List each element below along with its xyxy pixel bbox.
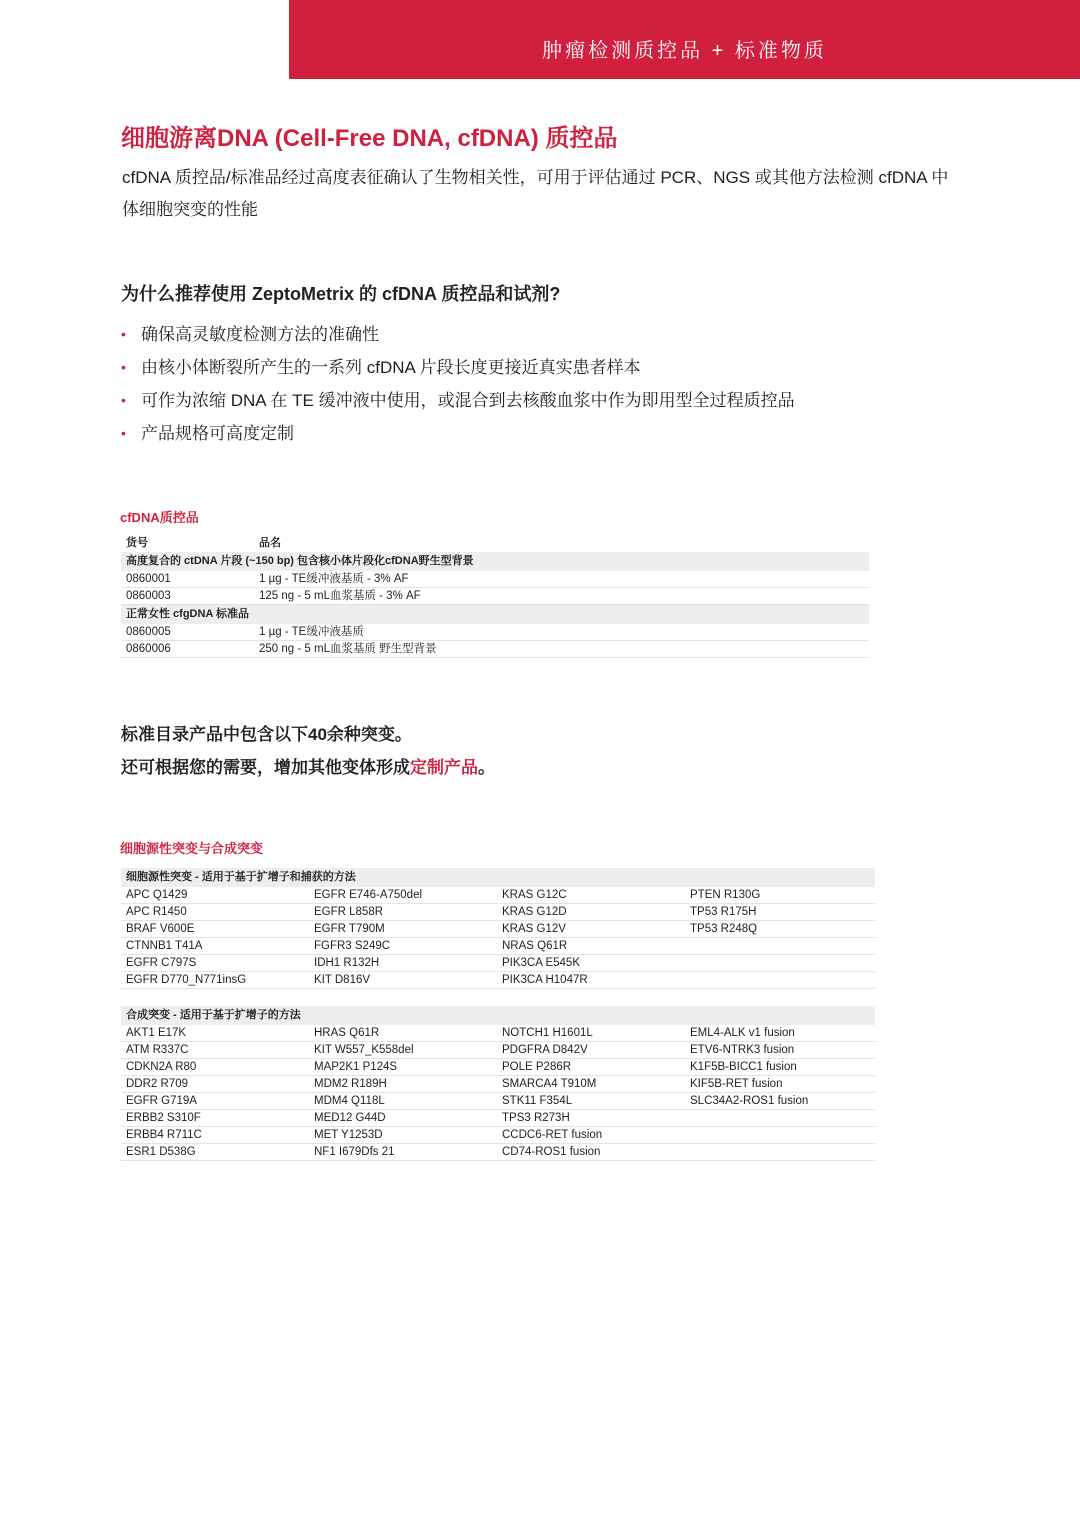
table-cell: KIT W557_K558del — [314, 1044, 414, 1056]
table-cell: MAP2K1 P124S — [314, 1061, 398, 1073]
table-cell: FGFR3 S249C — [314, 940, 391, 952]
cfdna-table-label: cfDNA质控品 — [120, 510, 199, 525]
table-row: 0860005 1 µg - TE缓冲液基质 — [121, 624, 869, 641]
table-cell: KRAS G12V — [502, 923, 566, 935]
table-cell: KIT D816V — [314, 974, 371, 986]
table-cell: NF1 I679Dfs 21 — [314, 1146, 395, 1158]
bullet-icon: • — [121, 326, 126, 342]
table-cell: EGFR T790M — [314, 923, 385, 935]
table-group-header: 细胞源性突变 - 适用于基于扩增子和捕获的方法 — [121, 868, 875, 887]
table-cell: KRAS G12D — [502, 906, 567, 918]
table-cell — [685, 938, 873, 954]
table-cell: STK11 F354L — [502, 1095, 573, 1107]
table-cell: PTEN R130G — [690, 889, 761, 901]
table-cell: MET Y1253D — [314, 1129, 383, 1141]
why-heading: 为什么推荐使用 ZeptoMetrix 的 cfDNA 质控品和试剂? — [121, 284, 561, 304]
table-cell: MDM2 R189H — [314, 1078, 387, 1090]
table-cell: EGFR E746-A750del — [314, 889, 423, 901]
table-row — [121, 921, 875, 938]
table-cell: ESR1 D538G — [126, 1146, 196, 1158]
table-cell: MED12 G44D — [314, 1112, 386, 1124]
table-cell: APC R1450 — [126, 906, 187, 918]
table-cell: K1F5B-BICC1 fusion — [690, 1061, 797, 1073]
table-row — [121, 1076, 875, 1093]
table-cell: EGFR G719A — [126, 1095, 197, 1107]
table-cell — [685, 972, 873, 988]
table-cell: EGFR D770_N771insG — [126, 974, 247, 986]
bullet-icon: • — [121, 392, 126, 408]
table-cell: SLC34A2-ROS1 fusion — [690, 1095, 809, 1107]
table-cell: PDGFRA D842V — [502, 1044, 588, 1056]
table-cell — [685, 955, 873, 971]
list-item: • 可作为浓缩 DNA 在 TE 缓冲液中使用，或混合到去核酸血浆中作为即用型全过程质控品 — [121, 384, 795, 417]
table-row — [121, 972, 875, 989]
table-cell — [685, 1110, 873, 1126]
table-cell: TP53 R248Q — [690, 923, 758, 935]
table-header-row — [121, 535, 869, 552]
table-cell: CTNNB1 T41A — [126, 940, 203, 952]
table-cell: ATM R337C — [126, 1044, 189, 1056]
table-row — [121, 1127, 875, 1144]
table-row — [121, 1110, 875, 1127]
table-cell: APC Q1429 — [126, 889, 188, 901]
table-group-header: 正常女性 cfgDNA 标准品 — [121, 605, 869, 624]
custom-product-highlight: 定制产品 — [410, 758, 478, 777]
table-row — [121, 1093, 875, 1110]
table-cell: EML4-ALK v1 fusion — [690, 1027, 795, 1039]
table-row — [121, 1042, 875, 1059]
table-cell: IDH1 R132H — [314, 957, 380, 969]
table-group-header: 高度复合的 ctDNA 片段 (~150 bp) 包含核小体片段化cfDNA野生型背景 — [121, 552, 869, 571]
table-cell: POLE P286R — [502, 1061, 572, 1073]
table-cell: TPS3 R273H — [502, 1112, 570, 1124]
table-row — [121, 938, 875, 955]
list-item: • 确保高灵敏度检测方法的准确性 — [121, 318, 795, 351]
table-cell: HRAS Q61R — [314, 1027, 380, 1039]
benefits-list — [121, 318, 795, 450]
table-cell: BRAF V600E — [126, 923, 195, 935]
table-cell: KIF5B-RET fusion — [690, 1078, 783, 1090]
banner-title: 肿瘤检测质控品 + 标准物质 — [542, 40, 827, 62]
table-row — [121, 904, 875, 921]
table-cell: ERBB2 S310F — [126, 1112, 201, 1124]
table-row: 0860003 125 ng - 5 mL血浆基质 - 3% AF — [121, 588, 869, 605]
column-header-item-no: 货号 — [126, 537, 148, 549]
table-cell: MDM4 Q118L — [314, 1095, 385, 1107]
mutation-note-line1: 标准目录产品中包含以下40余种突变。 — [121, 725, 412, 744]
table-group-header: 合成突变 - 适用于基于扩增子的方法 — [121, 1006, 875, 1025]
table-cell: KRAS G12C — [502, 889, 567, 901]
table-row — [121, 1059, 875, 1076]
table-cell: EGFR L858R — [314, 906, 384, 918]
table-cell: EGFR C797S — [126, 957, 197, 969]
mutation-note-line2: 还可根据您的需要，增加其他变体形成定制产品。 — [121, 758, 495, 777]
table-cell — [685, 1144, 873, 1160]
table-row — [121, 1144, 875, 1161]
mutations-label: 细胞源性突变与合成突变 — [120, 841, 264, 856]
table-cell: SMARCA4 T910M — [502, 1078, 597, 1090]
table-cell: ERBB4 R711C — [126, 1129, 202, 1141]
list-item: • 产品规格可高度定制 — [121, 417, 795, 450]
table-cell: DDR2 R709 — [126, 1078, 188, 1090]
list-item: • 由核小体断裂所产生的一系列 cfDNA 片段长度更接近真实患者样本 — [121, 351, 795, 384]
table-cell: CD74-ROS1 fusion — [502, 1146, 601, 1158]
table-cell: NOTCH1 H1601L — [502, 1027, 593, 1039]
table-cell: PIK3CA E545K — [502, 957, 580, 969]
table-cell: TP53 R175H — [690, 906, 757, 918]
cfdna-table — [121, 535, 869, 658]
table-row — [121, 955, 875, 972]
table-row — [121, 1025, 875, 1042]
table-row: 0860006 250 ng - 5 mL血浆基质 野生型背景 — [121, 641, 869, 658]
table-cell: PIK3CA H1047R — [502, 974, 588, 986]
bullet-icon: • — [121, 425, 126, 441]
table-cell — [685, 1127, 873, 1143]
somatic-mutations-table — [121, 868, 875, 989]
bullet-icon: • — [121, 359, 126, 375]
table-cell: ETV6-NTRK3 fusion — [690, 1044, 795, 1056]
header-banner — [289, 0, 1080, 79]
table-row — [121, 887, 875, 904]
table-cell: AKT1 E17K — [126, 1027, 187, 1039]
table-row: 0860001 1 µg - TE缓冲液基质 - 3% AF — [121, 571, 869, 588]
column-header-name: 品名 — [259, 537, 281, 549]
table-cell: CCDC6-RET fusion — [502, 1129, 603, 1141]
synthetic-mutations-table — [121, 1006, 875, 1161]
page-title: 细胞游离DNA (Cell-Free DNA, cfDNA) 质控品 — [121, 125, 618, 152]
table-cell: CDKN2A R80 — [126, 1061, 197, 1073]
table-cell: NRAS Q61R — [502, 940, 568, 952]
intro-paragraph: cfDNA 质控品/标准品经过高度表征确认了生物相关性，可用于评估通过 PCR、NGS 或其他方法检测 cfDNA 中体细胞突变的性能 — [122, 168, 949, 219]
